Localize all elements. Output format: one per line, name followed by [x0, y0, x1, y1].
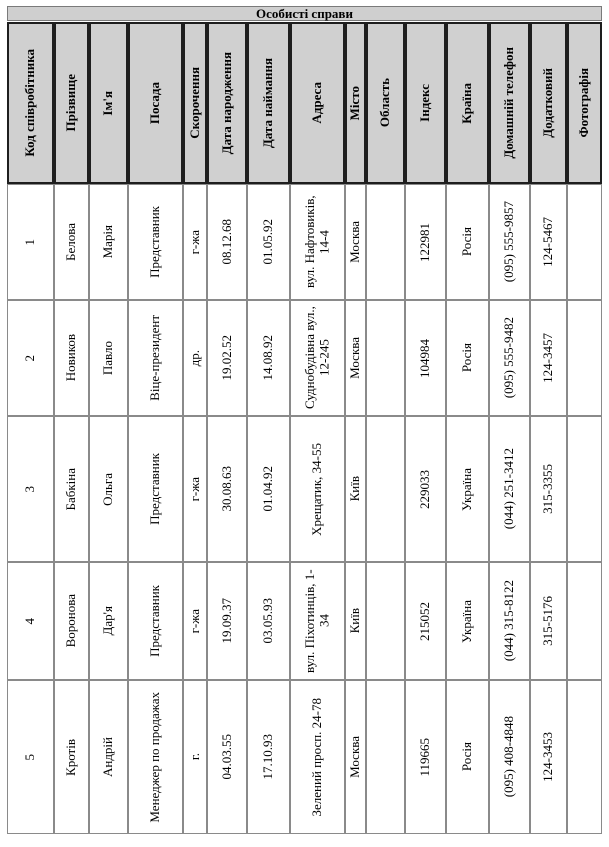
cell-employee-code [7, 184, 54, 300]
cell-title-abbr [183, 680, 207, 834]
cell-postal-code [405, 680, 446, 834]
header-hire-date [247, 22, 290, 184]
cell-home-phone-text: (044) 251-3412 [501, 448, 517, 530]
cell-country-text: Україна [459, 467, 475, 511]
cell-hire-date [247, 562, 290, 680]
cell-last-name [54, 680, 89, 834]
cell-birth-date-text: 04.03.55 [218, 734, 234, 780]
cell-home-phone [489, 416, 530, 562]
cell-photo [567, 416, 602, 562]
header-postal-code-text: Індекс [417, 84, 433, 122]
cell-home-phone-text: (095) 408-4848 [501, 716, 517, 798]
cell-region [366, 680, 405, 834]
cell-first-name [89, 416, 128, 562]
cell-photo [567, 300, 602, 416]
cell-employee-code-text: 3 [22, 485, 38, 493]
cell-extension-text: 315-3355 [540, 464, 556, 514]
personnel-table [7, 22, 602, 834]
cell-home-phone [489, 680, 530, 834]
cell-position [128, 184, 183, 300]
cell-last-name-text: Бабкіна [63, 467, 79, 511]
cell-position-text: Менеджер по продажах [147, 691, 163, 823]
header-address [290, 22, 345, 184]
cell-address-text: Зелений просп. 24-78 [309, 697, 325, 817]
cell-first-name-text: Андрій [100, 736, 116, 778]
header-title-abbr [183, 22, 207, 184]
cell-first-name-text: Дар'я [100, 606, 116, 636]
cell-hire-date [247, 680, 290, 834]
cell-hire-date-text: 03.05.93 [260, 598, 276, 644]
document-title: Особисті справи [7, 6, 602, 21]
cell-address [290, 562, 345, 680]
cell-birth-date-text: 19.02.52 [218, 335, 234, 381]
cell-birth-date [207, 680, 247, 834]
cell-region [366, 416, 405, 562]
cell-postal-code-text: 229033 [417, 469, 433, 509]
cell-position [128, 416, 183, 562]
cell-last-name [54, 562, 89, 680]
cell-address [290, 680, 345, 834]
header-photo [567, 22, 602, 184]
cell-employee-code [7, 562, 54, 680]
cell-postal-code-text: 215052 [417, 601, 433, 641]
cell-title-abbr [183, 416, 207, 562]
header-first-name [89, 22, 128, 184]
cell-address [290, 300, 345, 416]
cell-first-name-text: Павло [100, 340, 116, 376]
cell-home-phone-text: (095) 555-9857 [501, 201, 517, 283]
header-hire-date-text: Дата наймання [260, 57, 276, 149]
header-home-phone [489, 22, 530, 184]
header-employee-code-text: Код співробітника [22, 49, 38, 157]
header-extension-text: Додатковий [540, 68, 556, 138]
header-photo-text: Фотографія [576, 68, 592, 138]
header-region [366, 22, 405, 184]
header-address-text: Адреса [309, 82, 325, 124]
header-country [446, 22, 489, 184]
cell-last-name-text: Воронова [63, 594, 79, 648]
cell-region [366, 300, 405, 416]
cell-hire-date [247, 184, 290, 300]
cell-hire-date [247, 416, 290, 562]
cell-region [366, 562, 405, 680]
cell-last-name [54, 300, 89, 416]
cell-country-text: Росія [459, 227, 475, 257]
header-home-phone-text: Домашній телефон [501, 47, 517, 159]
cell-title-abbr-text: г-жа [186, 608, 202, 634]
cell-birth-date-text: 30.08.63 [218, 466, 234, 512]
cell-country [446, 680, 489, 834]
cell-employee-code-text: 2 [22, 354, 38, 362]
cell-birth-date-text: 19.09.37 [218, 598, 234, 644]
cell-home-phone [489, 562, 530, 680]
cell-city-text: Київ [347, 476, 363, 502]
header-employee-code [7, 22, 54, 184]
cell-city [345, 416, 366, 562]
header-birth-date [207, 22, 247, 184]
cell-employee-code [7, 300, 54, 416]
cell-home-phone [489, 300, 530, 416]
cell-postal-code [405, 416, 446, 562]
cell-title-abbr [183, 562, 207, 680]
cell-title-abbr [183, 184, 207, 300]
cell-country [446, 300, 489, 416]
cell-hire-date-text: 17.10.93 [260, 734, 276, 780]
cell-last-name [54, 184, 89, 300]
cell-employee-code [7, 680, 54, 834]
header-country-text: Країна [459, 82, 475, 124]
cell-first-name [89, 300, 128, 416]
header-title-abbr-text: Скорочення [186, 67, 202, 139]
cell-city-text: Москва [347, 736, 363, 778]
cell-address-text: вул. Піхотинців, 1-34 [301, 569, 332, 673]
cell-country-text: Росія [459, 343, 475, 373]
cell-home-phone [489, 184, 530, 300]
cell-title-abbr-text: г-жа [186, 229, 202, 255]
cell-extension-text: 124-3457 [540, 333, 556, 383]
cell-extension [530, 300, 567, 416]
cell-country-text: Росія [459, 742, 475, 772]
cell-title-abbr-text: г. [186, 753, 202, 761]
cell-extension [530, 184, 567, 300]
cell-city [345, 680, 366, 834]
cell-hire-date [247, 300, 290, 416]
cell-title-abbr [183, 300, 207, 416]
cell-extension [530, 680, 567, 834]
header-postal-code [405, 22, 446, 184]
cell-postal-code [405, 300, 446, 416]
cell-position [128, 562, 183, 680]
cell-city [345, 300, 366, 416]
cell-country [446, 562, 489, 680]
cell-position-text: Представник [147, 453, 163, 525]
cell-address-text: Хрещатик, 34-55 [309, 442, 325, 536]
header-extension [530, 22, 567, 184]
header-last-name [54, 22, 89, 184]
cell-last-name-text: Белова [63, 223, 79, 261]
cell-address [290, 416, 345, 562]
cell-birth-date [207, 300, 247, 416]
cell-hire-date-text: 14.08.92 [260, 335, 276, 381]
cell-hire-date-text: 01.04.92 [260, 466, 276, 512]
cell-country [446, 184, 489, 300]
header-region-text: Область [377, 78, 393, 128]
header-first-name-text: Ім'я [100, 90, 116, 116]
cell-extension [530, 562, 567, 680]
cell-postal-code-text: 119665 [417, 737, 433, 777]
cell-city-text: Київ [347, 608, 363, 634]
cell-first-name-text: Ольга [100, 472, 116, 506]
cell-last-name [54, 416, 89, 562]
cell-birth-date [207, 562, 247, 680]
cell-title-abbr-text: др. [186, 349, 202, 367]
cell-birth-date [207, 184, 247, 300]
cell-home-phone-text: (095) 555-9482 [501, 317, 517, 399]
cell-extension [530, 416, 567, 562]
cell-employee-code-text: 5 [22, 753, 38, 761]
cell-position [128, 680, 183, 834]
header-position [128, 22, 183, 184]
header-city [345, 22, 366, 184]
cell-city [345, 562, 366, 680]
cell-hire-date-text: 01.05.92 [260, 219, 276, 265]
header-birth-date-text: Дата народження [218, 51, 234, 155]
cell-last-name-text: Кротів [63, 738, 79, 776]
cell-address [290, 184, 345, 300]
cell-extension-text: 315-5176 [540, 596, 556, 646]
cell-address-text: вул. Нафтовиків, 14-4 [301, 195, 332, 289]
cell-extension-text: 124-5467 [540, 217, 556, 267]
cell-position-text: Представник [147, 585, 163, 657]
cell-postal-code-text: 104984 [417, 338, 433, 378]
cell-address-text: Суднобудівна вул., 12-245 [301, 306, 332, 410]
cell-last-name-text: Новиков [63, 334, 79, 382]
cell-country-text: Україна [459, 599, 475, 643]
cell-city [345, 184, 366, 300]
cell-position [128, 300, 183, 416]
cell-first-name [89, 680, 128, 834]
cell-postal-code [405, 562, 446, 680]
cell-country [446, 416, 489, 562]
header-city-text: Місто [347, 85, 363, 121]
cell-home-phone-text: (044) 315-8122 [501, 580, 517, 662]
cell-birth-date [207, 416, 247, 562]
cell-extension-text: 124-3453 [540, 732, 556, 782]
cell-birth-date-text: 08.12.68 [218, 219, 234, 265]
cell-city-text: Москва [347, 337, 363, 379]
header-position-text: Посада [147, 81, 163, 125]
cell-employee-code-text: 4 [22, 617, 38, 625]
cell-photo [567, 562, 602, 680]
header-last-name-text: Прізвище [63, 74, 79, 132]
cell-first-name [89, 562, 128, 680]
cell-region [366, 184, 405, 300]
cell-photo [567, 680, 602, 834]
cell-first-name-text: Марія [100, 225, 116, 259]
cell-postal-code [405, 184, 446, 300]
cell-employee-code-text: 1 [22, 238, 38, 246]
cell-photo [567, 184, 602, 300]
cell-title-abbr-text: г-жа [186, 476, 202, 502]
cell-position-text: Представник [147, 206, 163, 278]
cell-position-text: Віце-президент [147, 315, 163, 401]
cell-city-text: Москва [347, 221, 363, 263]
cell-employee-code [7, 416, 54, 562]
cell-first-name [89, 184, 128, 300]
cell-postal-code-text: 122981 [417, 222, 433, 262]
